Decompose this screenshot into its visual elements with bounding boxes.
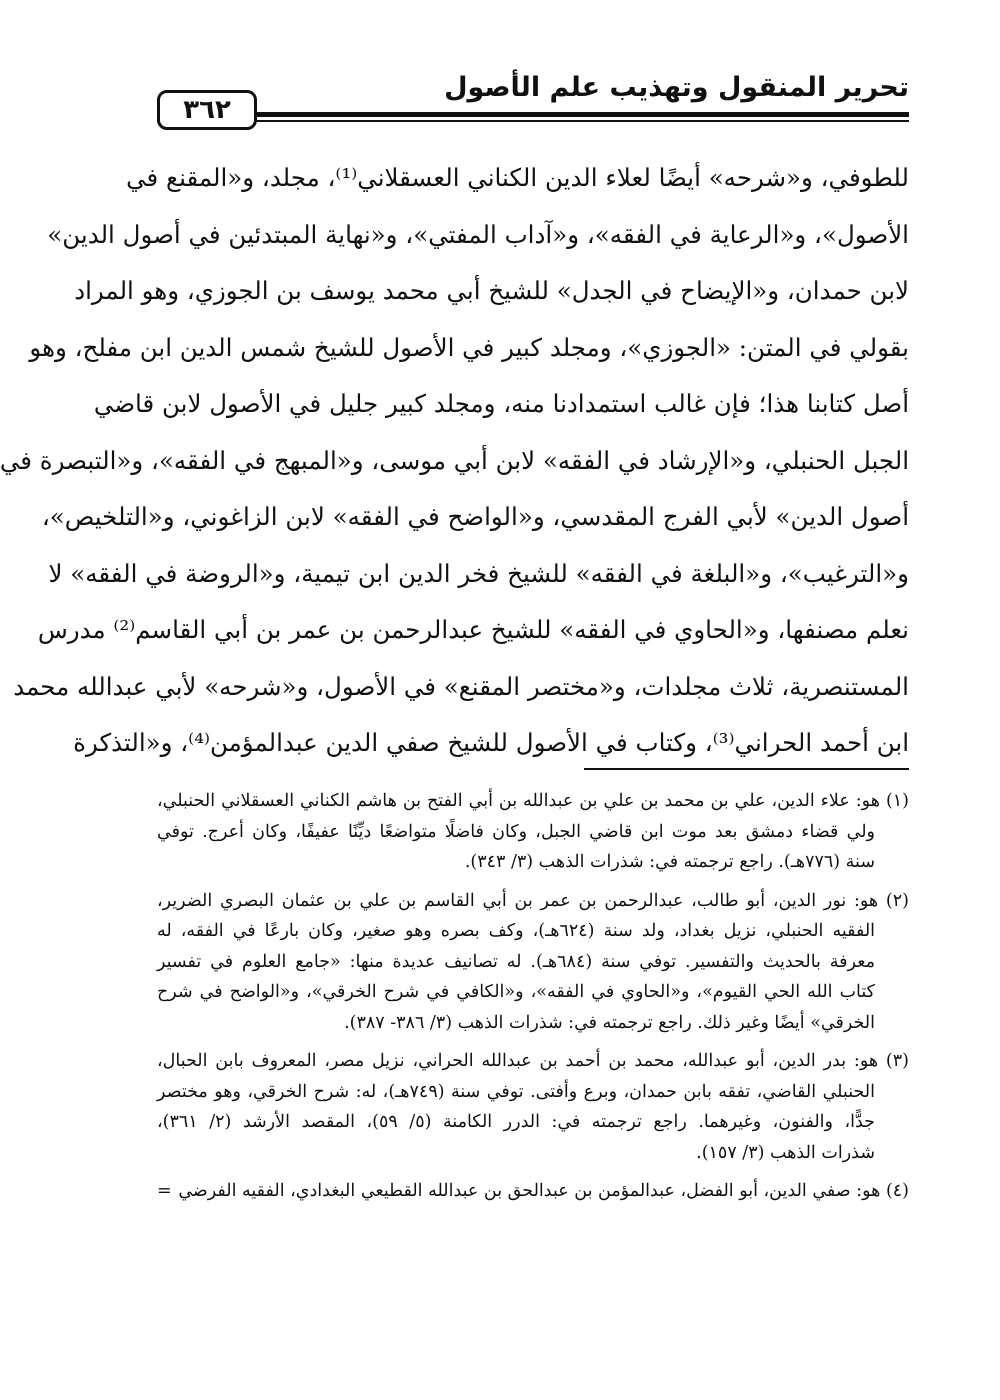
- footnotes: [157, 786, 909, 1215]
- body-line: نعلم مصنفها، و«الحاوي في الفقه» للشيخ عبدالرحمن بن عمر بن أبي القاسم⁽²⁾ مدرس: [37, 615, 909, 644]
- footnote-line: الخرقي» أيضًا وغير ذلك. راجع ترجمته في: شذرات الذهب (٣/ ٣٨٦- ٣٨٧).: [344, 1012, 875, 1033]
- footnote-line: كتاب الله الحي القيوم»، و«الحاوي في الفقه»، و«الكافي في شرح الخرقي»، و«الواضح في شرح: [157, 982, 875, 1002]
- footnote-3: [157, 1046, 909, 1168]
- running-title: تحرير المنقول وتهذيب علم الأصول: [444, 72, 909, 103]
- footnote-1: [157, 786, 909, 878]
- footnote-marker: (١): [885, 791, 909, 811]
- footnote-line: (٣) هو: بدر الدين، أبو عبدالله، محمد بن أحمد بن عبدالله الحراني، نزيل مصر، المعروف بابن الحبال،: [157, 1051, 909, 1071]
- footnote-line: سنة (٧٧٦هـ). راجع ترجمته في: شذرات الذهب (٣/ ٣٤٣).: [464, 852, 875, 872]
- body-line: المستنصرية، ثلاث مجلدات، و«مختصر المقنع» في الأصول، و«شرحه» لأبي عبدالله محمد: [13, 671, 909, 701]
- footnote-line: (٤) هو: صفي الدين، أبو الفضل، عبدالمؤمن بن عبدالحق بن عبدالله القطيعي البغدادي، الفقيه الفرضي: [178, 1181, 909, 1201]
- footnote-separator: [584, 768, 909, 770]
- main-body-text: [0, 150, 909, 772]
- body-line: أصول الدين» لأبي الفرج المقدسي، و«الواضح في الفقه» لابن الزاغوني، و«التلخيص»،: [41, 502, 909, 531]
- footnote-marker: (٢): [885, 890, 909, 911]
- footnote-line: ولي قضاء دمشق بعد موت ابن قاضي الجبل، وكان فاضلًا متواضعًا ديِّنًا عفيفًا، وكان أعرج. توفي: [157, 821, 875, 842]
- header-rule-thick: [157, 112, 909, 117]
- continuation-mark: =: [157, 1181, 172, 1201]
- header-rule-thin: [157, 120, 909, 122]
- footnote-marker: (٣): [885, 1051, 909, 1071]
- footnote-line: جدًّا، والفنون، وغيرهما. راجع ترجمته في: الدرر الكامنة (٥/ ٥٩)، المقصد الأرشد (٢/ ٣٦١)،: [157, 1112, 875, 1132]
- footnote-line: (١) هو: علاء الدين، علي بن محمد بن علي بن عبدالله بن أبي الفتح بن هاشم الكناني العسقلاني الحنبلي،: [157, 791, 909, 811]
- body-line: لابن حمدان، و«الإيضاح في الجدل» للشيخ أبي محمد يوسف بن الجوزي، وهو المراد: [74, 276, 909, 305]
- page-number: ٣٦٢: [157, 90, 257, 130]
- footnote-line: (٢) هو: نور الدين، أبو طالب، عبدالرحمن بن عمر بن أبي القاسم بن علي بن عثمان البصري الضرير،: [157, 890, 909, 911]
- body-line: للطوفي، و«شرحه» أيضًا لعلاء الدين الكناني العسقلاني⁽¹⁾، مجلد، و«المقنع في: [126, 163, 909, 192]
- body-line: الجبل الحنبلي، و«الإرشاد في الفقه» لابن أبي موسى، و«المبهج في الفقه»، و«التبصرة في: [0, 445, 909, 475]
- body-line: و«الترغيب»، و«البلغة في الفقه» للشيخ فخر الدين ابن تيمية، و«الروضة في الفقه» لا: [48, 558, 909, 588]
- footnote-2: [157, 886, 909, 1039]
- page-header: [157, 62, 909, 132]
- body-line: الأصول»، و«الرعاية في الفقه»، و«آداب المفتي»، و«نهاية المبتدئين في أصول الدين»: [47, 219, 909, 249]
- body-line: أصل كتابنا هذا؛ فإن غالب استمدادنا منه، ومجلد كبير جليل في الأصول لابن قاضي: [93, 389, 909, 418]
- footnote-line: معرفة بالحديث والتفسير. توفي سنة (٦٨٤هـ). له تصانيف عديدة منها: «جامع العلوم في تفسير: [157, 951, 876, 972]
- footnote-marker: (٤): [885, 1181, 909, 1201]
- footnote-4: [157, 1176, 909, 1207]
- body-line: ابن أحمد الحراني⁽³⁾، وكتاب في الأصول للشيخ صفي الدين عبدالمؤمن⁽⁴⁾، و«التذكرة: [73, 728, 909, 757]
- body-line: بقولي في المتن: «الجوزي»، ومجلد كبير في الأصول للشيخ شمس الدين ابن مفلح، وهو: [29, 332, 909, 362]
- footnote-line: شذرات الذهب (٣/ ١٥٧).: [696, 1142, 875, 1163]
- footnote-line: الفقيه الحنبلي، نزيل بغداد، ولد سنة (٦٢٤هـ)، وكف بصره وهو صغير، وكان بارعًا في الفقه، له: [157, 921, 876, 941]
- footnote-line: الحنبلي القاضي، تفقه بابن حمدان، وبرع وأفتى. توفي سنة (٧٤٩هـ)، له: شرح الخرقي، وهو مختصر: [157, 1081, 875, 1102]
